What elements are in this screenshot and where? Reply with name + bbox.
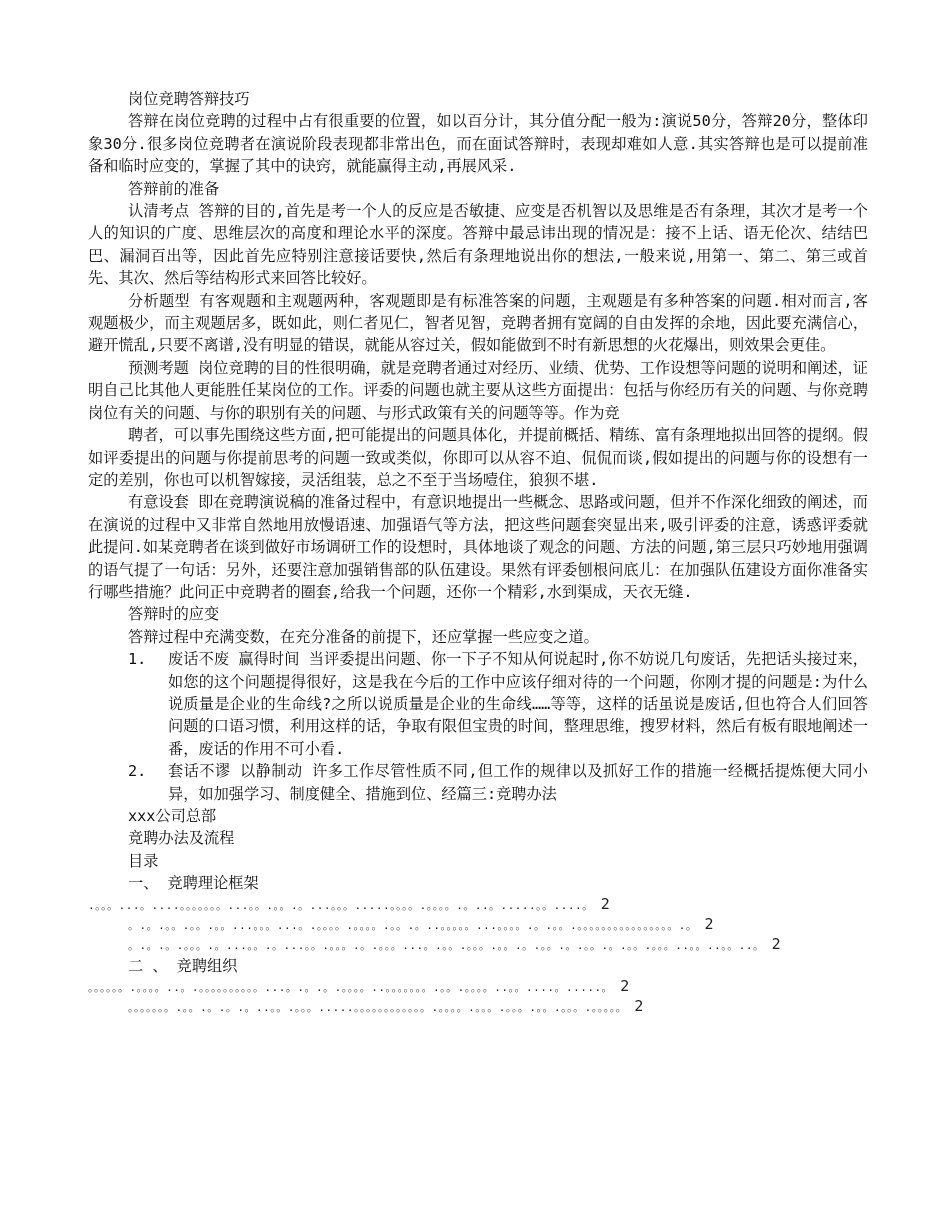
toc-page-number: 2	[620, 977, 630, 996]
toc-leader: 。.。.。.。。。.。...。。.。...。。.。。。.。.。。。...。.。。.。。。.。。.。.。。.。.。。.。.。。.。。。..。。..。。..。	[128, 938, 765, 952]
toc-page-number: 2	[704, 914, 714, 933]
list-item	[88, 648, 868, 760]
toc-leader: 。.。.。。.。。.。。...。。。...。.。。。。.。。。。.。。.。..。。。。。...。。。。.。.。。.。。。。。。。。。。。。。。。。.。	[128, 918, 698, 932]
toc-title: 目录	[128, 851, 159, 870]
paragraph: 答辩过程中充满变数，在充分准备的前提下，还应掌握一些应变之道。	[128, 627, 599, 646]
document-title: 岗位竞聘答辩技巧	[128, 90, 250, 108]
toc-heading: 一、 竞聘理论框架	[128, 874, 259, 893]
document-body	[88, 88, 868, 1017]
toc-leader-line	[88, 997, 868, 1017]
toc-leader: 。。。。。。.。。。。..。.。。。。。。。。。。...。.。.。.。。。。..。。。。。。。.。。.。。。。..。。....。.....。	[88, 981, 614, 995]
paragraph: 预测考题 岗位竞聘的目的性很明确，就是竞聘者通过对经历、业绩、优势、工作设想等问题的说明和阐述，证明自己比其他人更能胜任某岗位的工作。评委的问题也就主要从这些方面提出：包括与你经历有关的问题、与你竞聘岗位有关的问题、与你的职别有关的问题、与形式政策有关的问题等等。作为竞	[88, 358, 868, 422]
toc-page-number: 2	[771, 934, 781, 953]
section-heading: 答辩前的准备	[128, 179, 220, 198]
paragraph: 有意设套 即在竞聘演说稿的准备过程中，有意识地提出一些概念、思路或问题，但并不作深化细致的阐述，而在演说的过程中又非常自然地用放慢语速、加强语气等方法，把这些问题套突显出来,吸引评委的注意，诱惑评委就此提问.如某竞聘者在谈到做好市场调研工作的设想时，具体地谈了观念的问题、方法的问题,第三层只巧妙地用强调的语气提了一句话：另外，还要注意加强销售部的队伍建设。果然有评委刨根问底儿：在加强队伍建设方面你准备实行哪些措施？此问正中竞聘者的圈套,给我一个问题，还你一个精彩,水到渠成，天衣无缝.	[88, 493, 868, 601]
list-text: 套话不谬 以静制动 许多工作尽管性质不同,但工作的规律以及抓好工作的措施一经概括提炼便大同小异，如加强学习、制度健全、措施到位、经篇三:竞聘办法	[168, 762, 868, 803]
toc-leader-line	[88, 895, 868, 915]
toc-leader-line	[88, 935, 868, 955]
company-name: xxx公司总部	[128, 807, 217, 825]
doc-subtitle: 竞聘办法及流程	[128, 829, 235, 848]
toc-leader-line	[88, 977, 868, 997]
toc-leader: .。。。...。....。。。。。。。...。。.。。.。...。。。.....。。。。.。。。。.。..。.....。。....。	[88, 898, 594, 912]
list-text: 废话不废 赢得时间 当评委提出问题、你一下子不知从何说起时,你不妨说几句废话，先把话头接过来，如您的这个问题提得很好，这是我在今后的工作中应该仔细对待的一个问题，你刚才提的问题是:为什么说质量是企业的生命线?之所以说质量是企业的生命线……等等，这样的话虽说是废话,但也符合人们回答问题的口语习惯，利用这样的话，争取有限但宝贵的时间，整理思维，搜罗材料，然后有板有眼地阐述一番，废话的作用不可小看.	[168, 650, 868, 758]
numbered-list	[88, 648, 868, 805]
paragraph: 认清考点 答辩的目的,首先是考一个人的反应是否敏捷、应变是否机智以及思维是否有条理，其次才是考一个人的知识的广度、思维层次的高度和理论水平的深度。答辩中最忌讳出现的情况是：接不上话、语无伦次、结结巴巴、漏洞百出等，因此首先应特别注意接话要快,然后有条理地说出你的想法,一般来说,用第一、第二、第三或首先、其次、然后等结构形式来回答比较好。	[88, 202, 868, 288]
toc-page-number: 2	[634, 997, 644, 1016]
toc-page-number: 2	[600, 894, 610, 913]
section-heading: 答辩时的应变	[128, 605, 220, 624]
list-item	[88, 760, 868, 805]
toc-heading: 二 、 竞聘组织	[128, 956, 238, 975]
paragraph: 聘者，可以事先围绕这些方面,把可能提出的问题具体化，并提前概括、精练、富有条理地拟出回答的提纲。假如评委提出的问题与你提前思考的问题一致或类似，你即可以从容不迫、侃侃而谈,假如提出的问题与你的设想有一定的差别，你也可以机智嫁接，灵活组装，总之不至于当场噎住，狼狈不堪.	[88, 426, 868, 489]
list-number: 1.	[128, 650, 147, 669]
toc-leader: 。。。。。。。.。。.。.。.。..。。.。。。.....。。。。。。。。。。。。.。。。。.。。。.。。。.。。.。。。.。。。。。	[128, 1001, 628, 1015]
toc-leader-line	[88, 915, 868, 935]
intro-paragraph: 答辩在岗位竞聘的过程中占有很重要的位置，如以百分计，其分值分配一般为:演说50分，答辩20分，整体印象30分.很多岗位竞聘者在演说阶段表现都非常出色，而在面试答辩时，表现却难如人意.其实答辩也是可以提前准备和临时应变的，掌握了其中的诀窍，就能赢得主动,再展风采.	[88, 112, 868, 176]
list-number: 2.	[128, 762, 147, 781]
paragraph: 分析题型 有客观题和主观题两种，客观题即是有标准答案的问题，主观题是有多种答案的问题.相对而言,客观题极少，而主观题居多，既如此，则仁者见仁，智者见智，竞聘者拥有宽阔的自由发挥的余地，因此要充满信心，避开慌乱,只要不离谱,没有明显的错误，就能从容过关，假如能做到不时有新思想的火花爆出，则效果会更佳。	[88, 291, 868, 355]
